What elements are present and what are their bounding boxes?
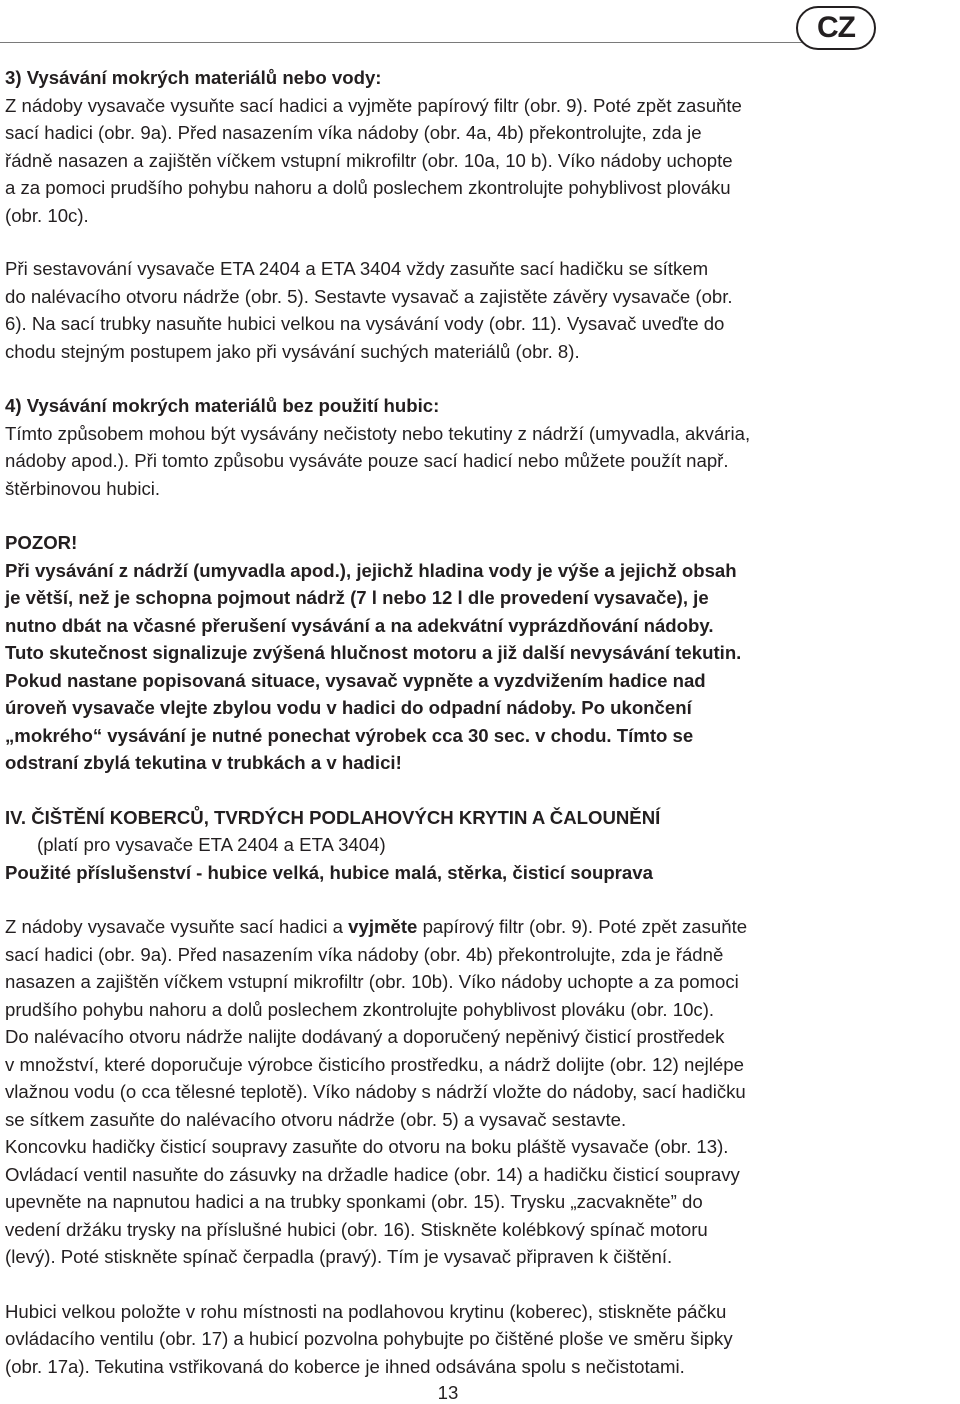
section-wet-without-nozzles — [5, 392, 935, 502]
language-badge: CZ — [796, 6, 876, 50]
warning-block — [5, 529, 935, 777]
paragraph — [5, 913, 935, 1271]
section-heading: 3) Vysávání mokrých materiálů nebo vody: — [5, 67, 382, 88]
page-content — [5, 64, 935, 1380]
paragraph: Při sestavování vysavače ETA 2404 a ETA 3404 vždy zasuňte sací hadičku se sítkem do nalévacího otvoru nádrže (obr. 5). Sestavte vysavač a zajistěte závěry vysavače (obr. 6). Na sací trubky nasuňte hubici velkou na vysávání vody (obr. 11). Vysavač uveďte do chodu stejným postupem jako při vysávání suchých materiálů (obr. 8). — [5, 258, 733, 362]
spacer — [5, 777, 935, 804]
section-heading: 4) Vysávání mokrých materiálů bez použití hubic: — [5, 395, 440, 416]
spacer — [5, 229, 935, 255]
section-carpet-cleaning — [5, 804, 935, 1381]
spacer — [5, 502, 935, 529]
paragraph: Tímto způsobem mohou být vysávány nečistoty nebo tekutiny z nádrží (umyvadla, akvária, nádoby apod.). Při tomto způsobu vysáváte pouze sací hadicí nebo můžete použít např. štěrbinovou hubici. — [5, 422, 751, 499]
chapter-subheading: (platí pro vysavače ETA 2404 a ETA 3404) — [37, 834, 386, 855]
warning-title: POZOR! — [5, 532, 78, 553]
bold-word: vyjměte — [348, 916, 418, 937]
warning-text: Při vysávání z nádrží (umyvadla apod.), jejichž hladina vody je výše a jejichž obsah je větší, než je schopna pojmout nádrž (7 l nebo 12 l dle provedení vysavače), je nutno dbát na včasné přerušení vysávání a na adekvátní vyprázdňování nádoby. Tuto skutečnost signalizuje zvýšená hlučnost motoru a již další nevysávání tekutin. Pokud nastane popisovaná situace, vysavač vypněte a vyzdvižením hadice nad úroveň vysavače vlejte zbylou vodu v hadici do odpadní nádoby. Po ukončení „mokrého“ vysávání je nutné ponechat výrobek cca 30 sec. v chodu. Tímto se odstraní zbylá tekutina v trubkách a v hadici! — [5, 559, 742, 773]
text-run: Z nádoby vysavače vysuňte sací hadici a — [5, 916, 349, 937]
spacer — [5, 1271, 935, 1298]
spacer — [5, 365, 935, 392]
accessories-line: Použité příslušenství - hubice velká, hubice malá, stěrka, čisticí souprava — [5, 861, 653, 883]
chapter-heading: IV. ČIŠTĚNÍ KOBERCŮ, TVRDÝCH PODLAHOVÝCH KRYTIN A ČALOUNĚNÍ — [5, 806, 661, 828]
text-run: papírový filtr (obr. 9). Poté zpět zasuňte sací hadici (obr. 9a). Před nasazením víka nádoby (obr. 4b) překontrolujte, zda je řádně nasazen a zajištěn víčkem vstupní mikrofiltr (obr. 10b). Víko nádoby uchopte a za pomoci prudšího pohybu nahoru a dolů poslechem zkontrolujte pohyblivost plováku (obr. 10c). Do nalévacího otvoru nádrže nalijte dodávaný a doporučený nepěnivý čisticí prostředek v množství, které doporučuje výrobce čisticího prostředku, a nádrž dolijte (obr. 12) nejlépe vlažnou vodu (o cca tělesné teplotě). Víko nádoby s nádrží vložte do nádoby, sací hadičku se sítkem zasuňte do nalévacího otvoru nádrže (obr. 5) a vysavač sestavte. Koncovku hadičky čisticí soupravy zasuňte do otvoru na boku pláště vysavače (obr. 13). Ovládací ventil nasuňte do zásuvky na držadle hadice (obr. 14) a hadičku čisticí soupravy upevněte na napnutou hadici a na trubky sponkami (obr. 15). Trysku „zacvakněte” do vedení držáku trysky na příslušné hubici (obr. 16). Stiskněte kolébkový spínač motoru (levý). Poté stiskněte spínač čerpadla (pravý). Tím je vysavač připraven k čištění. — [5, 916, 748, 1267]
paragraph: Z nádoby vysavače vysuňte sací hadici a vyjměte papírový filtr (obr. 9). Poté zpět zasuňte sací hadici (obr. 9a). Před nasazením víka nádoby (obr. 4a, 4b) překontrolujte, zda je řádně nasazen a zajištěn víčkem vstupní mikrofiltr (obr. 10a, 10 b). Víko nádoby uchopte a za pomoci prudšího pohybu nahoru a dolů poslechem zkontrolujte pohyblivost plováku (obr. 10c). — [5, 94, 742, 226]
spacer — [5, 886, 935, 913]
section-wet-vacuuming — [5, 64, 935, 365]
page-number: 13 — [437, 1382, 459, 1403]
header-rule — [0, 42, 820, 43]
paragraph: Hubici velkou položte v rohu místnosti na podlahovou krytinu (koberec), stiskněte páčku ovládacího ventilu (obr. 17) a hubicí pozvolna pohybujte po čištěné ploše ve směru šipky (obr. 17a). Tekutina vstřikovaná do koberce je ihned odsávána spolu s nečistotami. — [5, 1300, 733, 1377]
